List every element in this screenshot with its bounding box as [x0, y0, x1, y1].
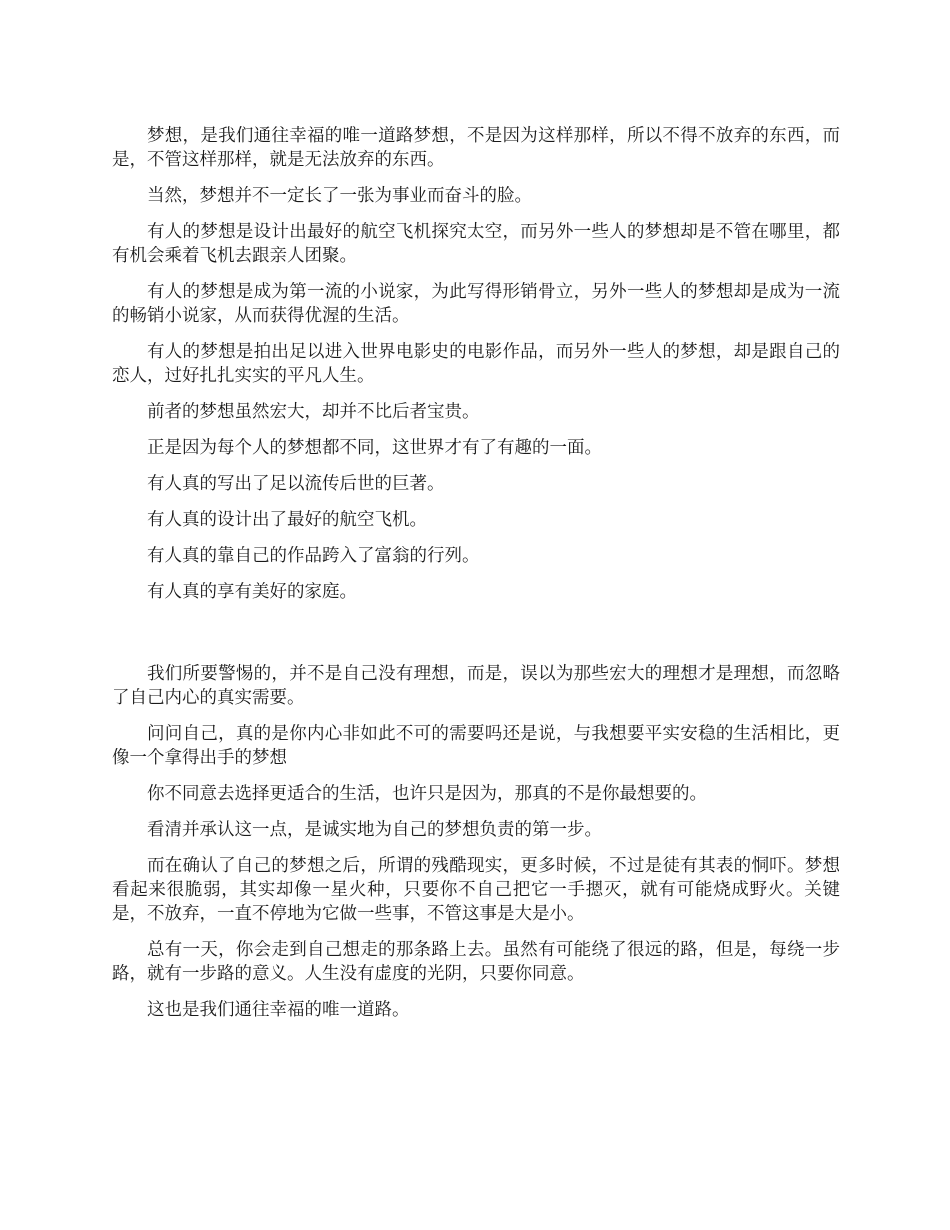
paragraph: 我们所要警惕的，并不是自己没有理想，而是，误以为那些宏大的理想才是理想，而忽略了自己内心的真实需要。: [112, 664, 840, 708]
paragraph: 看清并承认这一点，是诚实地为自己的梦想负责的第一步。: [147, 820, 602, 840]
paragraph: 前者的梦想虽然宏大，却并不比后者宝贵。: [147, 402, 480, 422]
paragraph: 而在确认了自己的梦想之后，所谓的残酷现实，更多时候，不过是徒有其表的恫吓。梦想看起来很脆弱，其实却像一星火种，只要你不自己把它一手摁灭，就有可能烧成野火。关键是，不放弃，一直不停地为它做一些事，不管这事是大是小。: [112, 856, 840, 924]
paragraph: 问问自己，真的是你内心非如此不可的需要吗还是说，与我想要平实安稳的生活相比，更像一个拿得出手的梦想: [112, 724, 840, 768]
paragraph: 有人真的靠自己的作品跨入了富翁的行列。: [147, 546, 480, 566]
paragraph: 总有一天，你会走到自己想走的那条路上去。虽然有可能绕了很远的路，但是，每绕一步路，就有一步路的意义。人生没有虚度的光阴，只要你同意。: [112, 940, 840, 984]
paragraph: 这也是我们通往幸福的唯一道路。: [147, 1000, 410, 1020]
paragraph: 梦想，是我们通往幸福的唯一道路梦想，不是因为这样那样，所以不得不放弃的东西，而是，不管这样那样，就是无法放弃的东西。: [112, 126, 840, 170]
document-body: [112, 124, 840, 1034]
paragraph: 有人真的设计出了最好的航空飞机。: [147, 510, 427, 530]
paragraph: 有人真的享有美好的家庭。: [147, 582, 357, 602]
paragraph: 有人真的写出了足以流传后世的巨著。: [147, 474, 445, 494]
paragraph: 当然，梦想并不一定长了一张为事业而奋斗的脸。: [147, 186, 532, 206]
paragraph: 有人的梦想是成为第一流的小说家，为此写得形销骨立，另外一些人的梦想却是成为一流的畅销小说家，从而获得优渥的生活。: [112, 282, 840, 326]
paragraph: 有人的梦想是设计出最好的航空飞机探究太空，而另外一些人的梦想却是不管在哪里，都有机会乘着飞机去跟亲人团聚。: [112, 222, 840, 266]
paragraph: 你不同意去选择更适合的生活，也许只是因为，那真的不是你最想要的。: [147, 784, 707, 804]
paragraph: 正是因为每个人的梦想都不同，这世界才有了有趣的一面。: [147, 438, 602, 458]
section-gap: [112, 616, 840, 662]
paragraph: 有人的梦想是拍出足以进入世界电影史的电影作品，而另外一些人的梦想，却是跟自己的恋人，过好扎扎实实的平凡人生。: [112, 342, 840, 386]
